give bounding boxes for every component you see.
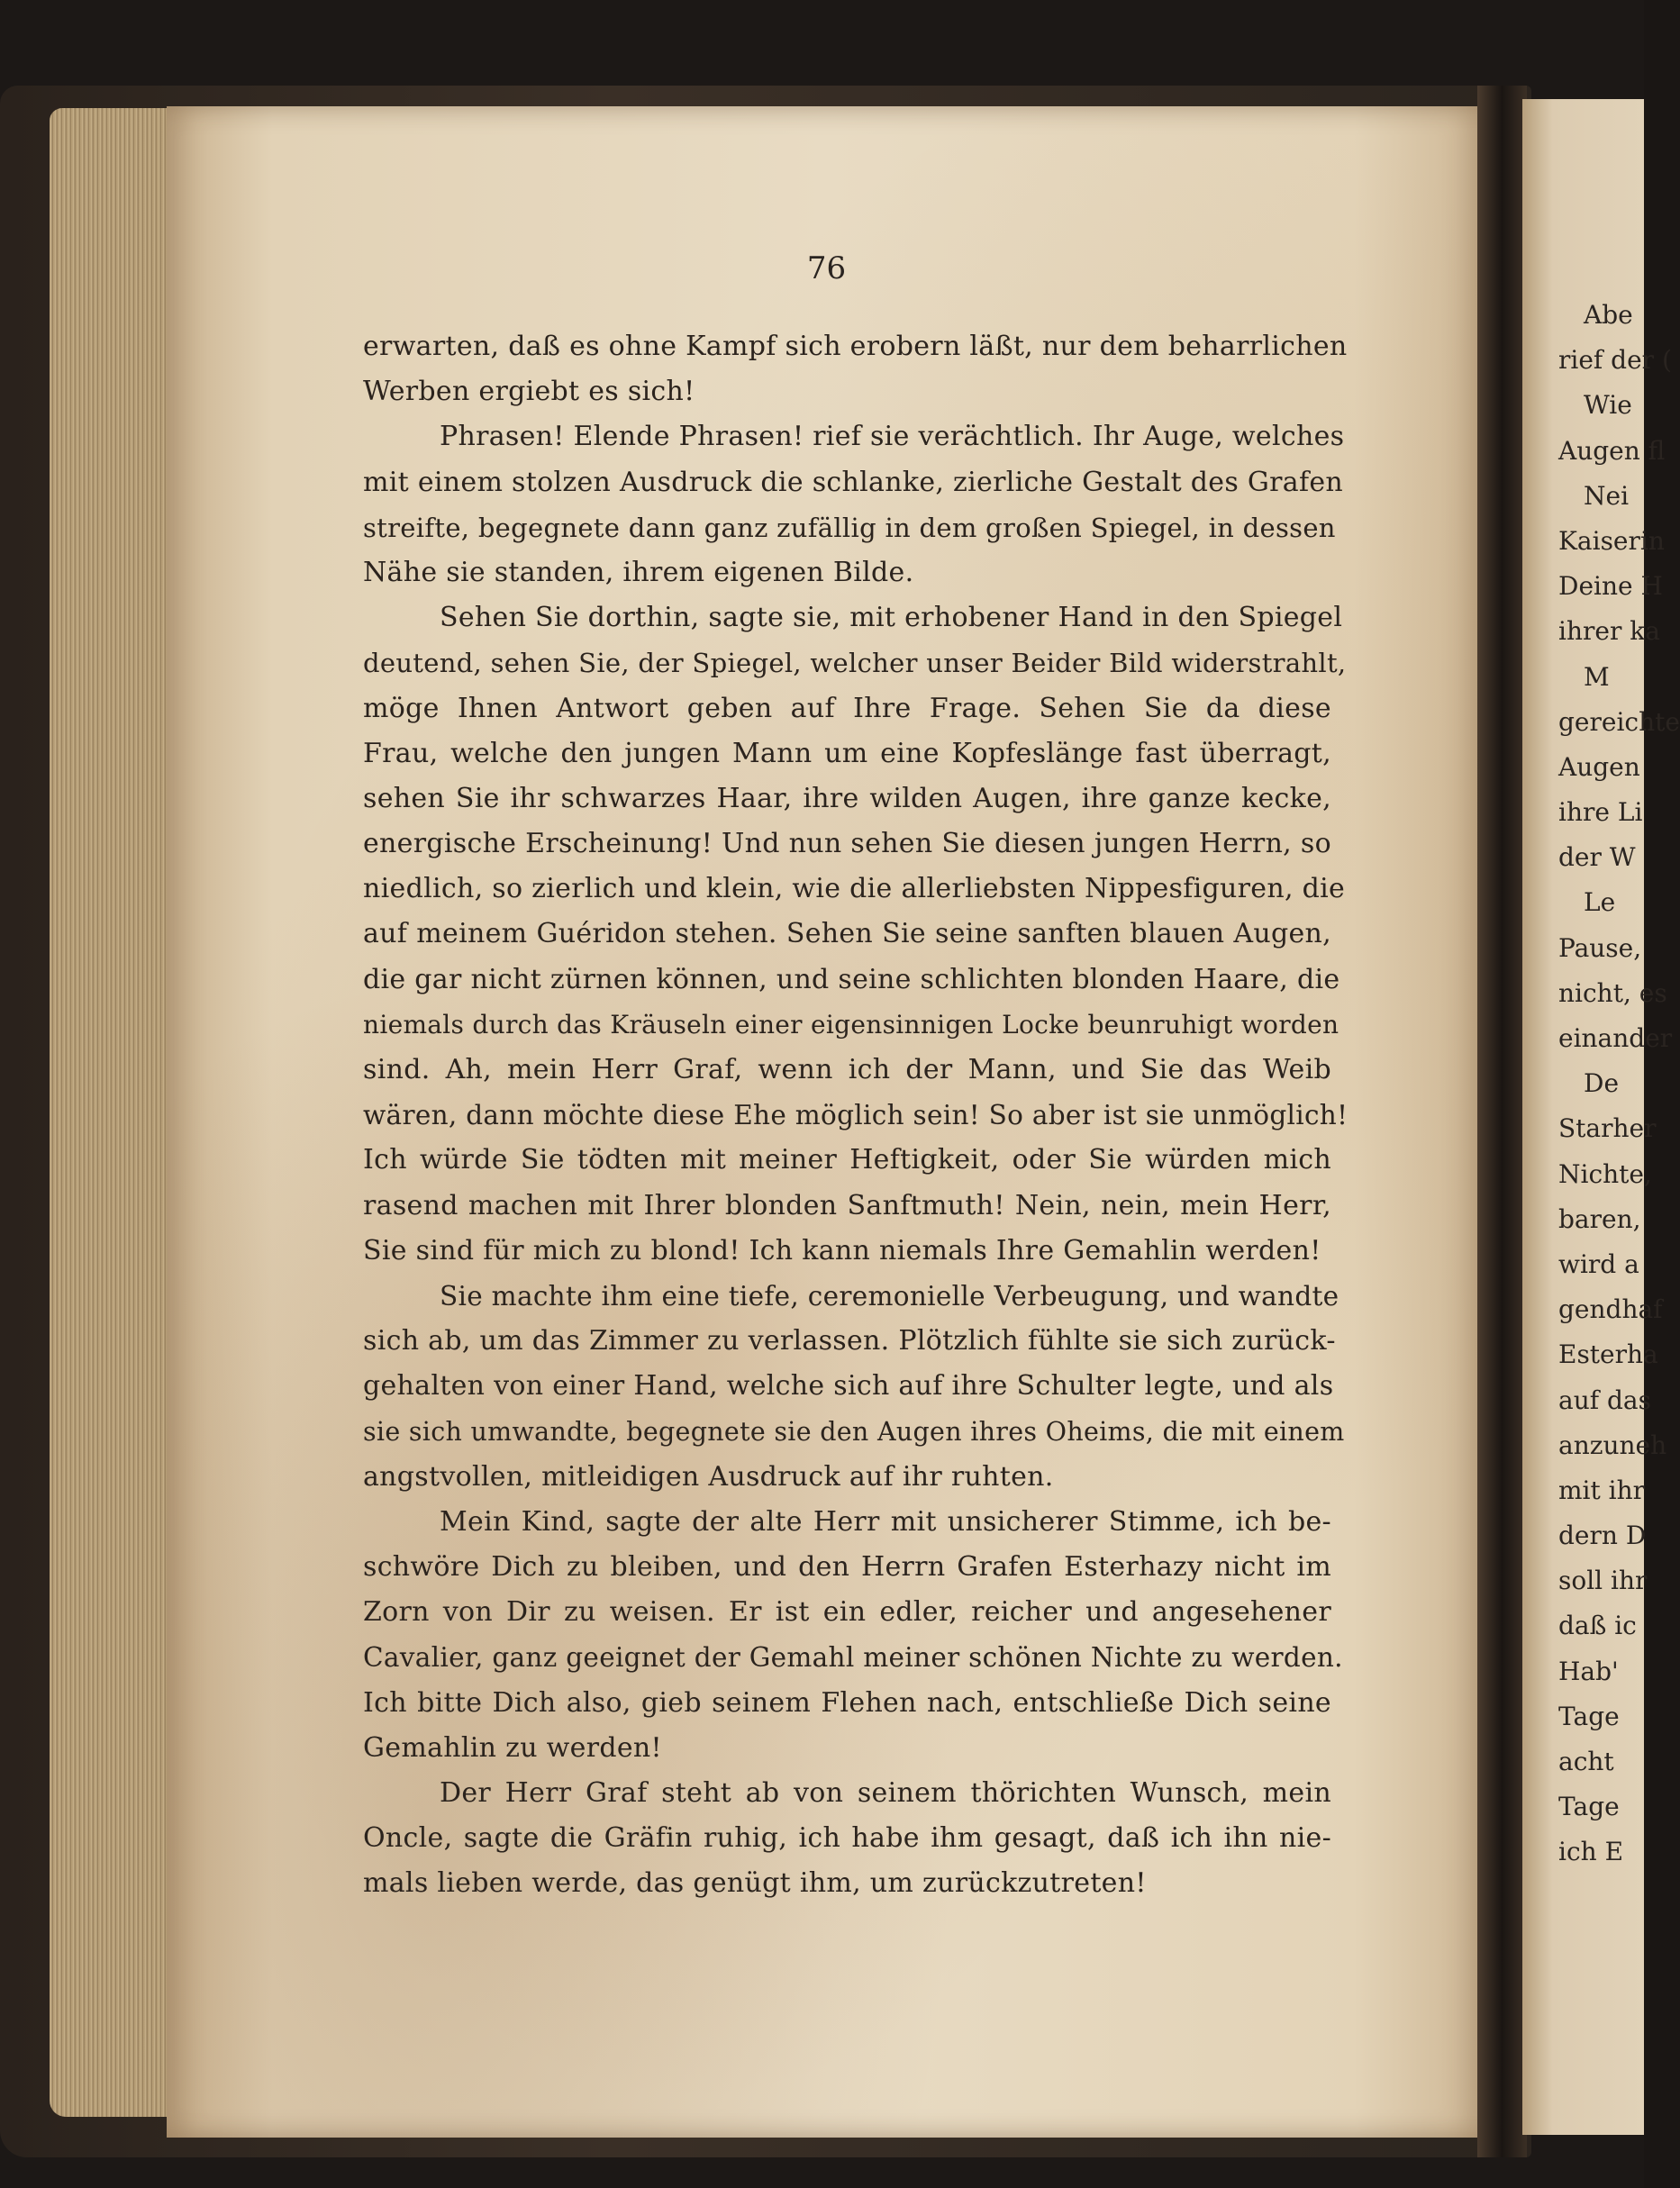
facing-text-line: einander <box>1558 1023 1673 1053</box>
page-text <box>363 324 1349 1907</box>
text-line: Oncle, sagte die Gräfin ruhig, ich habe ihm gesagt, daß ich ihn nie- <box>363 1822 1331 1855</box>
facing-text-line: Augen <box>1558 751 1640 782</box>
facing-text-line: der W <box>1558 842 1636 873</box>
facing-text-line: soll ihr <box>1558 1566 1648 1596</box>
facing-text-line: Tage <box>1558 1701 1620 1731</box>
text-line: Frau, welche den jungen Mann um eine Kopfeslänge fast überragt, <box>363 737 1331 769</box>
text-line: deutend, sehen Sie, der Spiegel, welcher unser Beider Bild widerstrahlt, <box>363 648 1347 679</box>
text-line: Sie machte ihm eine tiefe, ceremonielle Verbeugung, und wandte <box>440 1280 1339 1312</box>
facing-text-line: gereichte <box>1558 706 1680 737</box>
text-line: sich ab, um das Zimmer zu verlassen. Plötzlich fühlte sie sich zurück- <box>363 1325 1336 1357</box>
text-line: streifte, begegnete dann ganz zufällig in dem großen Spiegel, in dessen <box>363 512 1336 543</box>
facing-text-line: Le <box>1584 887 1616 918</box>
facing-text-line: wird a <box>1558 1248 1639 1279</box>
text-line: Sie sind für mich zu blond! Ich kann niemals Ihre Gemahlin werden! <box>363 1234 1321 1266</box>
facing-text-line: dern D <box>1558 1521 1647 1551</box>
facing-text-line: De <box>1584 1068 1620 1099</box>
text-line: die gar nicht zürnen können, und seine schlichten blonden Haare, die <box>363 963 1340 995</box>
facing-text-line: anzuneh <box>1558 1430 1667 1460</box>
facing-text-line: auf das <box>1558 1385 1651 1415</box>
text-line: sind. Ah, mein Herr Graf, wenn ich der Mann, und Sie das Weib <box>363 1054 1331 1085</box>
text-line: Phrasen! Elende Phrasen! rief sie verächtlich. Ihr Auge, welches <box>440 421 1345 453</box>
text-line: wären, dann möchte diese Ehe möglich sein! So aber ist sie unmöglich! <box>363 1100 1349 1131</box>
facing-text-line: rief der ( <box>1558 345 1672 376</box>
facing-text-line: ihrer ka <box>1558 616 1660 647</box>
text-line: Gemahlin zu werden! <box>363 1731 662 1764</box>
text-line: möge Ihnen Antwort geben auf Ihre Frage. Sehen Sie da diese <box>363 692 1331 724</box>
text-line: Ich würde Sie tödten mit meiner Heftigkeit, oder Sie würden mich <box>363 1144 1331 1176</box>
text-line: Mein Kind, sagte der alte Herr mit unsicherer Stimme, ich be- <box>440 1505 1331 1538</box>
facing-text-line: nicht, es <box>1558 977 1667 1008</box>
facing-text-line: Wie <box>1584 390 1632 421</box>
facing-text-line: M <box>1584 661 1610 692</box>
text-line: Nähe sie standen, ihrem eigenen Bilde. <box>363 556 914 588</box>
text-line: Der Herr Graf steht ab von seinem thörichten Wunsch, mein <box>440 1777 1331 1809</box>
facing-text-line: mit ihr <box>1558 1475 1646 1505</box>
facing-text-line: ich E <box>1558 1837 1624 1867</box>
facing-text-line: Starher <box>1558 1113 1657 1144</box>
facing-text-line: baren, <box>1558 1203 1641 1234</box>
text-line: niedlich, so zierlich und klein, wie die allerliebsten Nippesfiguren, die <box>363 873 1346 905</box>
text-line: erwarten, daß es ohne Kampf sich erobern läßt, nur dem beharrlichen <box>363 331 1348 362</box>
facing-text-line: ihre Li <box>1558 797 1643 828</box>
facing-text-line: Deine H <box>1558 571 1663 602</box>
page-number: 76 <box>806 250 847 286</box>
text-line: sie sich umwandte, begegnete sie den Augen ihres Oheims, die mit einem <box>363 1416 1345 1447</box>
text-line: niemals durch das Kräuseln einer eigensinnigen Locke beunruhigt worden <box>363 1009 1339 1040</box>
left-page <box>167 106 1486 2138</box>
text-line: Ich bitte Dich also, gieb seinem Flehen nach, entschließe Dich seine <box>363 1686 1331 1719</box>
facing-text-line: daß ic <box>1558 1611 1637 1641</box>
facing-text-line: Hab' <box>1558 1656 1619 1686</box>
facing-text-line: Kaiserin <box>1558 525 1665 556</box>
facing-text-line: acht <box>1558 1747 1614 1776</box>
facing-text-line: Tage <box>1558 1792 1620 1822</box>
text-line: schwöre Dich zu bleiben, und den Herrn Grafen Esterhazy nicht im <box>363 1551 1331 1584</box>
text-line: angstvollen, mitleidigen Ausdruck auf ihr ruhten. <box>363 1460 1054 1493</box>
text-line: Cavalier, ganz geeignet der Gemahl meiner schönen Nichte zu werden. <box>363 1642 1343 1674</box>
facing-text-line: Augen fl <box>1558 435 1666 466</box>
page-edges <box>50 108 176 2117</box>
text-line: energische Erscheinung! Und nun sehen Sie diesen jungen Herrn, so <box>363 828 1331 860</box>
text-line: rasend machen mit Ihrer blonden Sanftmuth! Nein, nein, mein Herr, <box>363 1189 1331 1221</box>
facing-page-text <box>1558 293 1680 1875</box>
text-line: gehalten von einer Hand, welche sich auf ihre Schulter legte, und als <box>363 1370 1334 1403</box>
text-line: Werben ergiebt es sich! <box>363 376 695 408</box>
facing-text-line: Pause, <box>1558 932 1642 963</box>
facing-text-line: gendhaf <box>1558 1294 1663 1325</box>
text-line: sehen Sie ihr schwarzes Haar, ihre wilden Augen, ihre ganze kecke, <box>363 782 1331 814</box>
text-line: auf meinem Guéridon stehen. Sehen Sie seine sanften blauen Augen, <box>363 918 1331 950</box>
facing-text-line: Esterha <box>1558 1339 1658 1370</box>
book-gutter <box>1477 86 1527 2157</box>
text-line: mit einem stolzen Ausdruck die schlanke, zierliche Gestalt des Grafen <box>363 466 1344 498</box>
text-line: Zorn von Dir zu weisen. Er ist ein edler, reicher und angesehener <box>363 1596 1331 1629</box>
facing-text-line: Nei <box>1584 480 1630 511</box>
text-line: mals lieben werde, das genügt ihm, um zurückzutreten! <box>363 1867 1147 1900</box>
text-line: Sehen Sie dorthin, sagte sie, mit erhobener Hand in den Spiegel <box>440 602 1343 634</box>
facing-text-line: Nichte, <box>1558 1158 1652 1189</box>
facing-page <box>1522 99 1680 2135</box>
facing-text-line: Abe <box>1584 300 1633 330</box>
